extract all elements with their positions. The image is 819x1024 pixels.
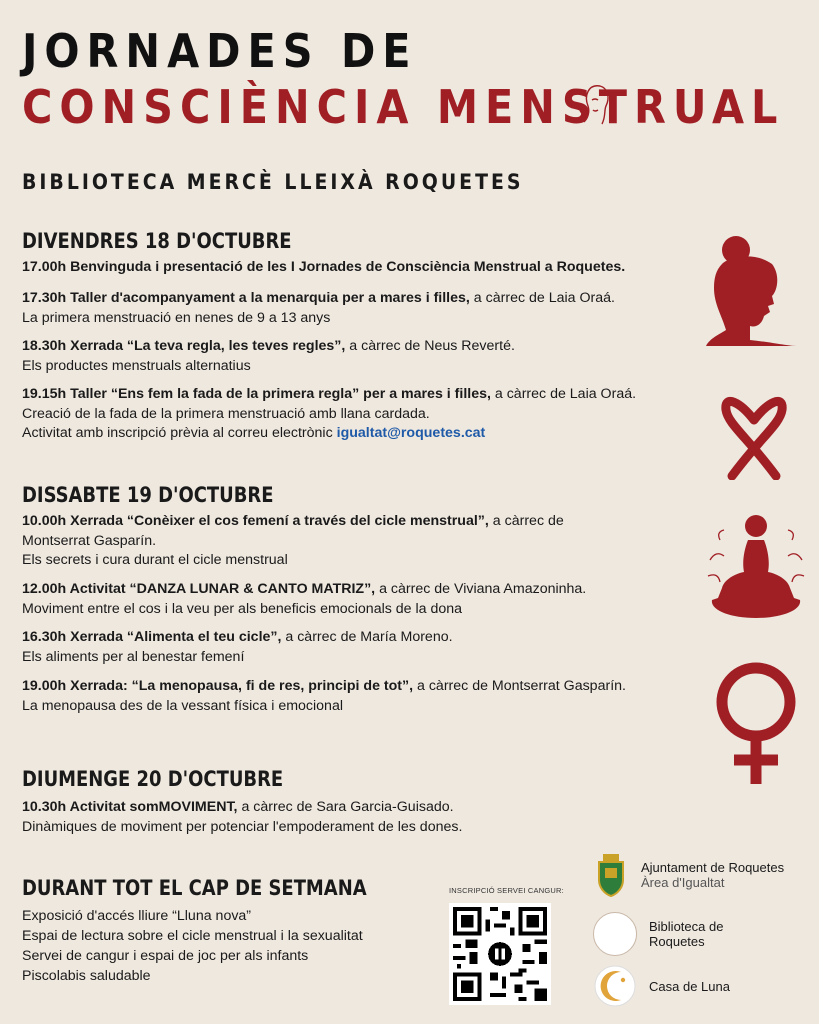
meditation-woman-icon bbox=[700, 500, 812, 626]
logo-sub: Roquetes bbox=[649, 934, 705, 949]
logo-casa-de-luna bbox=[593, 964, 730, 1008]
logo-name: Biblioteca de bbox=[649, 919, 724, 934]
event-item: 12.00h Activitat “DANZA LUNAR & CANTO MATRIZ”, a càrrec de Viviana Amazoninha. Moviment entre el cos i la veu per als beneficis emocionals de la dona bbox=[22, 581, 587, 617]
weekend-heading: DURANT TOT EL CAP DE SETMANA bbox=[22, 876, 367, 900]
event-item: 10.30h Activitat somMOVIMENT, a càrrec de Sara Garcia-Guisado. Dinàmiques de moviment per potenciar l'empoderament de les dones. bbox=[22, 799, 463, 835]
female-symbol-icon bbox=[708, 660, 804, 788]
day-heading: DISSABTE 19 D'OCTUBRE bbox=[22, 483, 274, 507]
qr-caption: INSCRIPCIÓ SERVEI CANGUR: bbox=[449, 886, 564, 895]
woman-silhouette-icon bbox=[700, 234, 800, 346]
event-item: 19.15h Taller “Ens fem la fada de la primera regla” per a mares i filles, a càrrec de Laia Oraá. Creació de la fada de la primera menstruació amb llana cardada. Activitat amb inscripció prèvia al correu electrònic igualtat@roquetes.cat bbox=[22, 386, 637, 441]
title-line-2: CONSCIÈNCIA MENSTRUAL bbox=[22, 80, 785, 134]
logo-biblioteca bbox=[593, 912, 723, 956]
list-item: Piscolabis saludable bbox=[22, 968, 151, 984]
event-item: 16.30h Xerrada “Alimenta el teu cicle”, a càrrec de María Moreno. Els aliments per al benestar femení bbox=[22, 629, 453, 665]
title-line-1: JORNADES DE bbox=[22, 24, 418, 78]
venue-title: BIBLIOTECA MERCÈ LLEIXÀ ROQUETES bbox=[22, 170, 524, 194]
day-heading: DIVENDRES 18 D'OCTUBRE bbox=[22, 229, 292, 253]
event-item: 19.00h Xerrada: “La menopausa, fi de res, principi de tot”, a càrrec de Montserrat Gasparín. La menopausa des de la vessant física i emocional bbox=[22, 678, 626, 714]
library-logo-icon bbox=[593, 912, 637, 956]
event-item: 10.00h Xerrada “Conèixer el cos femení a través del cicle menstrual”, a càrrec de Montserrat Gasparín. Els secrets i cura durant el cicle menstrual bbox=[22, 513, 564, 568]
coat-of-arms-icon bbox=[593, 852, 629, 898]
day-heading: DIUMENGE 20 D'OCTUBRE bbox=[22, 767, 284, 791]
email-link[interactable]: igualtat@roquetes.cat bbox=[336, 425, 486, 441]
event-item: 18.30h Xerrada “La teva regla, les teves regles”, a càrrec de Neus Reverté. Els productes menstruals alternatius bbox=[22, 338, 515, 374]
event-item: 17.30h Taller d'acompanyament a la menarquia per a mares i filles, a càrrec de Laia Oraá. La primera menstruació en nenes de 9 a 13 anys bbox=[22, 290, 615, 326]
moon-logo-icon bbox=[593, 964, 637, 1008]
list-item: Servei de cangur i espai de joc per als infants bbox=[22, 948, 309, 964]
event-item: 17.00h Benvinguda i presentació de les I Jornades de Consciència Menstrual a Roquetes. bbox=[22, 259, 626, 275]
list-item: Exposició d'accés lliure “Lluna nova” bbox=[22, 908, 252, 924]
heart-ribbon-icon bbox=[710, 380, 800, 480]
logo-ajuntament bbox=[593, 852, 784, 898]
qr-code-icon[interactable] bbox=[449, 903, 551, 1005]
list-item: Espai de lectura sobre el cicle menstrual i la sexualitat bbox=[22, 928, 363, 944]
logo-name: Casa de Luna bbox=[649, 978, 730, 994]
logo-sub: Àrea d'Igualtat bbox=[641, 875, 725, 890]
woman-face-line-icon bbox=[576, 80, 616, 132]
logo-name: Ajuntament de Roquetes bbox=[641, 860, 785, 875]
weekend-list bbox=[22, 906, 432, 986]
